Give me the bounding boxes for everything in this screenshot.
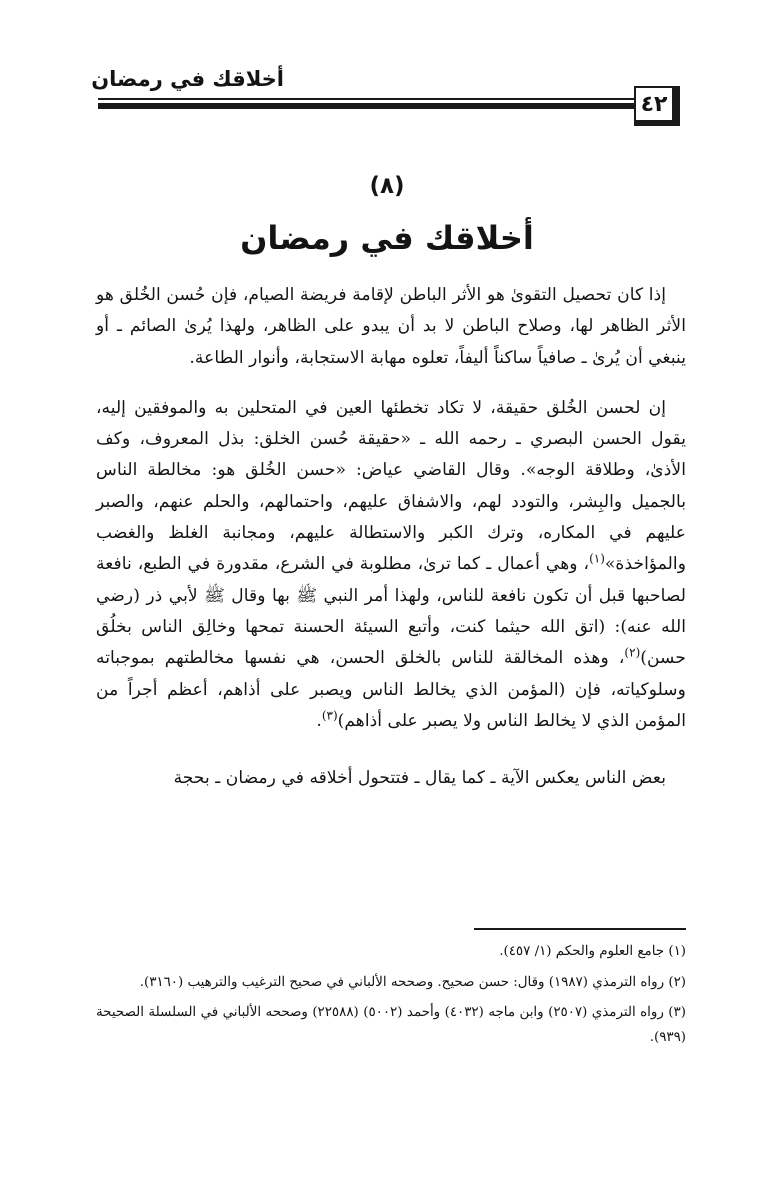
paragraph-2-end: . — [316, 710, 322, 731]
paragraph-2-part-1: إن لحسن الخُلق حقيقة، لا تكاد تخطئها العين في المتحلين به والموفقين إليه، يقول الحسن البصري ـ رحمه الله ـ «حقيقة حُسن الخلق: بذل المعروف، وكف الأذىٰ، وطلاقة الوجه». وقال القاضي عياض: «حسن الخُلق هو: مخالطة الناس بالجميل والبِشر، والتودد لهم، والاشفاق عليهم، واحتمالهم، والحلم عنهم، والصبر عليهم في المكاره، وترك الكبر والاستطالة عليهم، ومجانبة الغلظ والغضب والمؤاخذة» — [96, 397, 686, 575]
paragraph-2-part-2: ، وهي أعمال ـ كما ترىٰ، مطلوبة في الشرع، مقدورة في الطبع، نافعة لصاحبها قبل أن تكون نافعة للناس، ولهذا أمر النبي ﷺ بها وقال ﷺ لأبي ذر (رضي الله عنه): (اتق الله حيثما كنت، وأتبع السيئة الحسنة تمحها وخالِق الناس بخلُق حسن) — [96, 554, 686, 669]
paragraph-2-part-3: ، وهذه المخالقة للناس بالخلق الحسن، هي نفسها مخالطتهم بموجباته وسلوكياته، فإن (المؤمن الذي يخالط الناس ويصبر على أذاهم، أعظم أجراً من المؤمن الذي لا يخالط الناس ولا يصبر على أذاهم) — [96, 648, 686, 731]
footnote-2: (٢) رواه الترمذي (١٩٨٧) وقال: حسن صحيح. وصححه الألباني في صحيح الترغيب والترهيب (٣١٦٠). — [139, 974, 686, 990]
chapter-number: (٨) — [369, 173, 405, 199]
header-rule-thin — [98, 98, 634, 100]
footnote-1: (١) جامع العلوم والحكم (١/ ٤٥٧). — [499, 944, 686, 959]
header-rule-thick — [98, 103, 634, 109]
footnote-ref-3: (٣) — [321, 708, 338, 723]
chapter-title: أخلاقك في رمضان — [240, 219, 534, 257]
footnote-3: (٣) رواه الترمذي (٢٥٠٧) وابن ماجه (٤٠٣٢) وأحمد (٥٠٠٢) (٢٢٥٨٨) وصححه الألباني في السلسلة الصحيحة (٩٣٩). — [96, 1005, 686, 1045]
paragraph-2 — [96, 393, 686, 737]
footnote-ref-1: (١) — [589, 551, 605, 566]
paragraph-1: إذا كان تحصيل التقوىٰ هو الأثر الباطن لإقامة فريضة الصيام، فإن حُسن الخُلق هو الأثر الظاهر لها، وصلاح الباطن لا بد أن يبدو على الظاهر، ولهذا يُرىٰ الصائم ـ أو ينبغي أن يُرىٰ ـ صافياً ساكناً أليفاً، تعلوه مهابة الاستجابة، وأنوار الطاعة. — [96, 285, 686, 368]
footnote-separator — [474, 928, 686, 930]
paragraph-3: بعض الناس يعكس الآية ـ كما يقال ـ فتتحول أخلاقه في رمضان ـ بحجة — [173, 768, 666, 789]
running-header-title: أخلاقك في رمضان — [91, 67, 284, 91]
page-number: ٤٢ — [634, 86, 680, 126]
body-text — [96, 280, 686, 794]
footnotes — [96, 940, 686, 1056]
footnote-ref-2: (٢) — [624, 645, 641, 660]
